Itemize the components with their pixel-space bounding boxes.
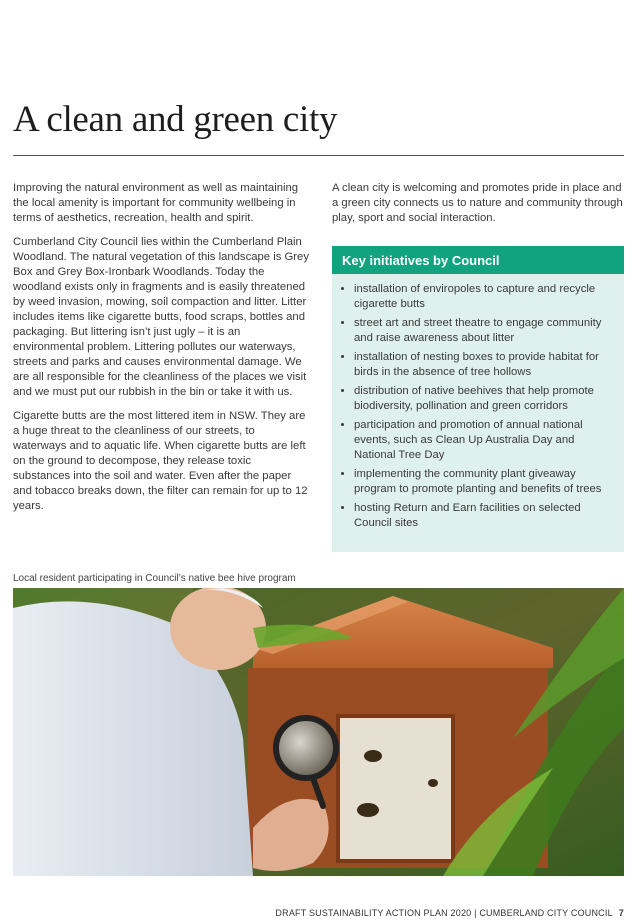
paragraph: Cumberland City Council lies within the Cumberland Plain Woodland. The natural vegetation of this landscape is Grey Box and Grey Box-Ironbark Woodlands. Today the woodland exists only in fragments and is easily threatened by weed invasion, mowing, soil compaction and litter. Litter includes items like cigarette butts, food scraps, bottles and packaging. But littering isn’t just ugly – it is an environmental problem. Littering pollutes our waterways, streets and parks and causes environmental damage. We are all responsible for the cleanliness of the places we visit and we must put our rubbish in the bin or take it with us.: [13, 236, 309, 398]
title-divider: [13, 155, 624, 156]
page-number: 7: [618, 908, 624, 918]
list-item: • street art and street theatre to engage community and raise awareness about litter: [354, 316, 616, 346]
list-item: • distribution of native beehives that help promote biodiversity, pollination and green corridors: [354, 384, 616, 414]
list-item: • installation of enviropoles to capture and recycle cigarette butts: [354, 282, 616, 312]
list-item: • hosting Return and Earn facilities on selected Council sites: [354, 501, 616, 531]
photo-caption: Local resident participating in Council’s native bee hive program: [13, 573, 296, 584]
bee-hive-photo: [13, 588, 624, 876]
key-initiatives-box: [332, 246, 624, 552]
paragraph: Improving the natural environment as well as maintaining the local amenity is important for community wellbeing in terms of aesthetics, recreation, health and spirit.: [13, 182, 299, 224]
left-column: [13, 181, 309, 523]
right-column: [332, 181, 624, 226]
intro-paragraph: A clean city is welcoming and promotes pride in place and a green city connects us to nature and community through play, sport and social interaction.: [332, 182, 623, 224]
list-item: • participation and promotion of annual national events, such as Clean Up Australia Day and National Tree Day: [354, 418, 616, 463]
page-footer: [275, 908, 624, 918]
page-title: A clean and green city: [13, 99, 338, 140]
key-initiatives-heading: Key initiatives by Council: [332, 246, 624, 274]
footer-text: DRAFT SUSTAINABILITY ACTION PLAN 2020 | CUMBERLAND CITY COUNCIL: [275, 908, 613, 918]
paragraph: Cigarette butts are the most littered item in NSW. They are a huge threat to the cleanliness of our streets, to waterways and to aquatic life. When cigarette butts are left on the ground to decompose, they release toxic substances into the soil and water. Even after the paper and tobacco breaks down, the filter can remain for up to 12 years.: [13, 410, 308, 512]
initiatives-list: [332, 274, 624, 531]
list-item: • installation of nesting boxes to provide habitat for birds in the absence of tree hollows: [354, 350, 616, 380]
list-item: • implementing the community plant giveaway program to promote planting and benefits of trees: [354, 467, 616, 497]
